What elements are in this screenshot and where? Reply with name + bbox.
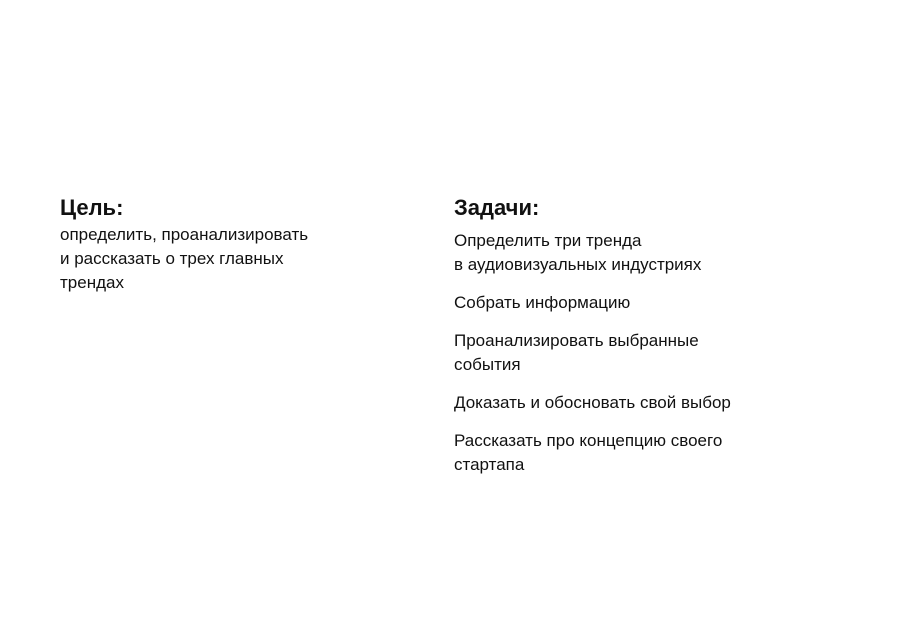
task-item: Доказать и обосновать свой выбор — [454, 393, 731, 412]
tasks-section — [454, 195, 784, 491]
task-list — [454, 229, 784, 477]
goal-heading: Цель: — [60, 195, 124, 220]
task-item: Проанализировать выбранные события — [454, 331, 699, 374]
goal-section — [60, 195, 360, 295]
task-item: Определить три тренда в аудиовизуальных индустриях — [454, 231, 702, 274]
tasks-heading: Задачи: — [454, 195, 540, 220]
task-item: Собрать информацию — [454, 293, 631, 312]
task-item: Рассказать про концепцию своего стартапа — [454, 431, 723, 474]
goal-text: определить, проанализировать и рассказать о трех главных трендах — [60, 225, 309, 292]
